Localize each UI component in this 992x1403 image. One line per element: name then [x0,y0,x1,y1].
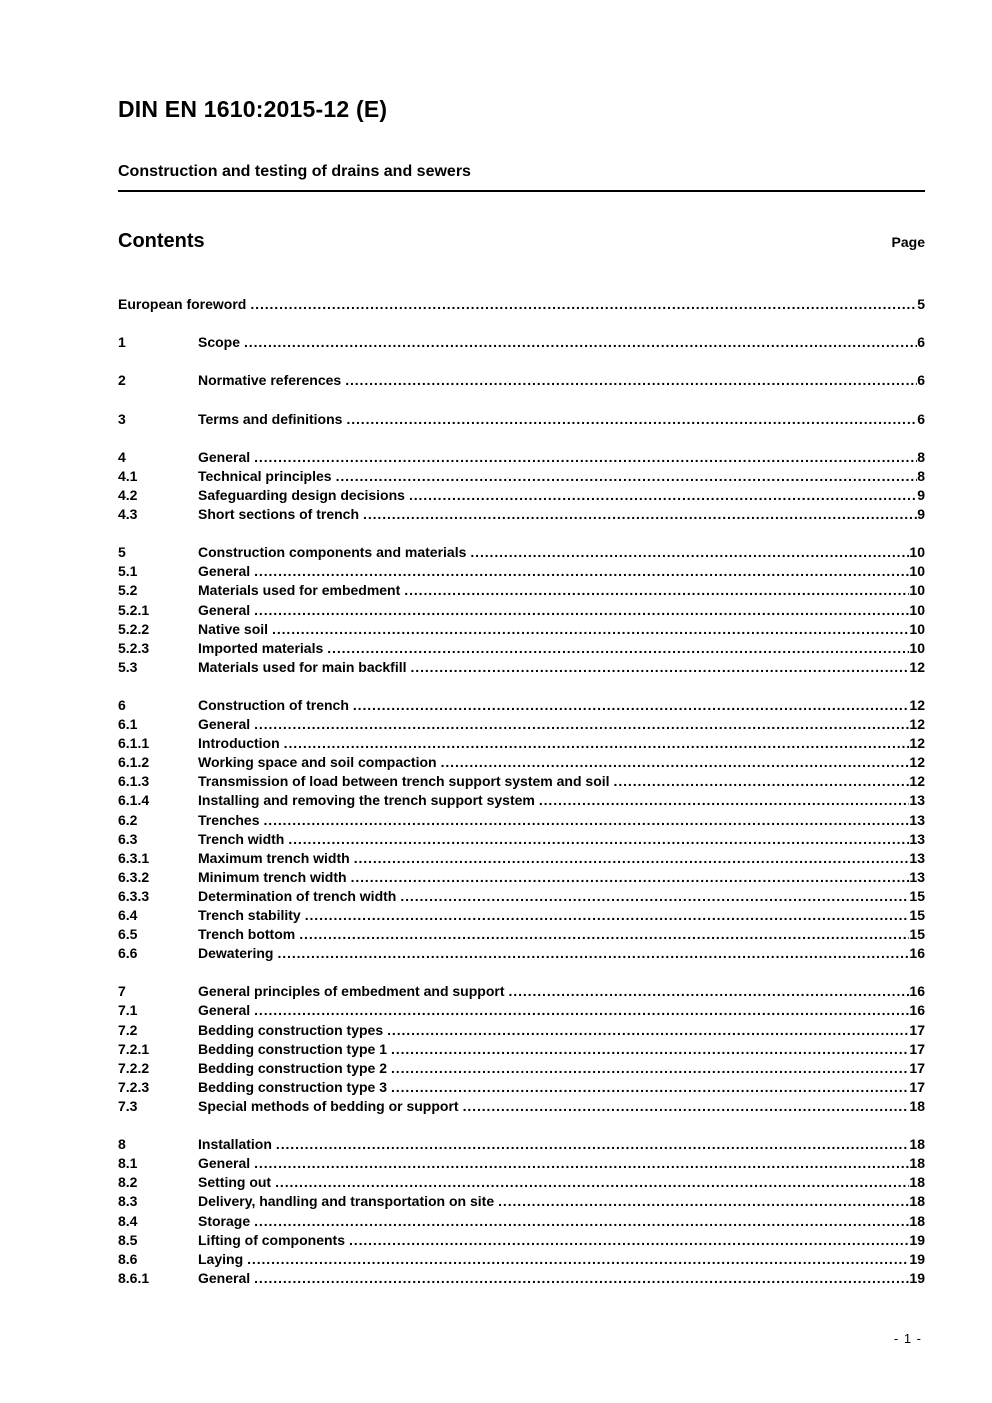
toc-entry-number: 8.3 [118,1193,138,1210]
dot-leader [240,333,917,352]
dot-leader [271,1173,909,1192]
toc-entry-title: Bedding construction types [198,1021,384,1038]
toc-entry [118,925,925,944]
toc-entry-number: 6.5 [118,926,138,943]
toc-entry-title: Transmission of load between trench support system and soil [198,773,610,790]
toc-entry-page: 15 [909,907,925,923]
toc-entry [118,1097,925,1116]
toc-entry-title: General [198,716,251,733]
toc-entry-page: 13 [909,849,925,866]
page-column-label: Page [891,234,925,250]
dot-leader [350,849,910,868]
toc-entry-number: 7.2.2 [118,1059,150,1076]
toc-entry-page: 17 [909,1059,925,1076]
toc-group [118,982,925,1116]
dot-leader [407,658,910,677]
toc-entry-title: Safeguarding design decisions [198,486,405,503]
toc-entry [118,1231,925,1250]
toc-entry-number: 7 [118,983,126,1000]
toc-entry [118,620,925,639]
toc-entry [118,811,925,830]
dot-leader [272,1135,910,1154]
toc-entry [118,906,925,925]
toc-entry-page: 8 [917,467,925,484]
dot-leader [332,467,918,486]
dot-leader [437,753,910,772]
toc-entry [118,581,925,600]
toc-entry [118,1021,925,1040]
toc-entry-title: Special methods of bedding or support [198,1097,459,1114]
toc-entry-title: Bedding construction type 3 [198,1078,388,1095]
toc-entry-page: 13 [909,811,925,828]
toc-entry-title: Scope [198,334,241,351]
toc-entry-title: European foreword [118,296,247,312]
toc-entry-page: 6 [917,410,925,427]
toc-entry [118,371,925,390]
toc-entry-page: 17 [909,1078,925,1095]
dot-leader [280,734,910,753]
toc-entry-title: General [198,563,251,580]
toc-entry-number: 5.1 [118,563,138,580]
table-of-contents [118,295,925,1288]
toc-entry-page: 16 [909,983,925,1000]
dot-leader [387,1040,909,1059]
toc-entry-title: Construction components and materials [198,544,467,561]
toc-entry-page: 12 [909,658,925,675]
toc-entry [118,505,925,524]
toc-entry-page: 12 [909,735,925,752]
toc-entry-title: Setting out [198,1174,272,1191]
dot-leader [535,791,910,810]
toc-entry [118,982,925,1001]
toc-entry-title: Bedding construction type 1 [198,1040,388,1057]
toc-entry [118,1250,925,1269]
toc-entry-page: 10 [909,582,925,599]
dot-leader [387,1059,909,1078]
toc-entry-page: 10 [909,601,925,618]
toc-entry [118,1212,925,1231]
toc-entry-page: 18 [909,1193,925,1210]
toc-entry [118,562,925,581]
toc-entry [118,887,925,906]
toc-entry-number: 5.2.2 [118,620,150,637]
dot-leader [341,371,917,390]
toc-group [118,543,925,677]
toc-entry-page: 16 [909,1002,925,1019]
dot-leader [459,1097,910,1116]
toc-entry-title: Storage [198,1212,251,1229]
toc-entry-title: Determination of trench width [198,887,397,904]
toc-entry-title: Delivery, handling and transportation on site [198,1193,495,1210]
toc-entry-number: 4.3 [118,506,138,523]
toc-entry-title: General principles of embedment and support [198,983,505,1000]
toc-entry-page: 10 [909,544,925,561]
toc-entry-number: 5.2.3 [118,639,150,656]
dot-leader [387,1078,909,1097]
dot-leader [250,1154,909,1173]
toc-entry [118,715,925,734]
toc-entry-number: 6.3.1 [118,849,150,866]
toc-entry [118,1001,925,1020]
toc-entry [118,1192,925,1211]
dot-leader [250,1269,909,1288]
toc-entry-title: Native soil [198,620,269,637]
toc-entry-title: Lifting of components [198,1231,345,1248]
dot-leader [246,295,917,314]
toc-entry-number: 5 [118,544,126,561]
toc-entry [118,1059,925,1078]
toc-entry-title: Materials used for embedment [198,582,401,599]
toc-entry [118,1269,925,1288]
toc-entry-title: Terms and definitions [198,410,343,427]
toc-entry-page: 13 [909,830,925,847]
toc-entry-title: Bedding construction type 2 [198,1059,388,1076]
toc-entry-title: Dewatering [198,945,274,962]
toc-entry-number: 2 [118,372,126,389]
dot-leader [243,1250,909,1269]
toc-entry [118,753,925,772]
toc-entry-title: Technical principles [198,467,332,484]
subtitle-rule [118,162,925,192]
toc-entry-number: 6.4 [118,907,138,923]
toc-entry [118,734,925,753]
toc-entry-number: 8.2 [118,1174,138,1191]
toc-entry-title: General [198,448,251,465]
toc-entry-number: 6.1.2 [118,754,150,771]
toc-entry [118,1040,925,1059]
toc-entry-title: Trench width [198,830,285,847]
dot-leader [259,811,909,830]
document-subtitle: Construction and testing of drains and sewers [118,163,471,180]
toc-entry-title: Imported materials [198,639,324,656]
toc-entry-number: 3 [118,410,126,427]
dot-leader [250,562,909,581]
toc-entry-page: 17 [909,1040,925,1057]
dot-leader [250,448,917,467]
toc-entry-page: 13 [909,868,925,885]
dot-leader [250,601,909,620]
toc-entry [118,467,925,486]
toc-entry-title: Working space and soil compaction [198,754,437,771]
dot-leader [250,1212,909,1231]
toc-entry [118,410,925,429]
toc-entry-page: 9 [917,506,925,523]
dot-leader [359,505,917,524]
toc-entry-title: Trenches [198,811,260,828]
dot-leader [349,696,910,715]
toc-entry-number: 7.2.3 [118,1078,150,1095]
page-number-footer: - 1 - [893,1331,922,1346]
toc-entry-title: Minimum trench width [198,868,347,885]
toc-entry [118,868,925,887]
toc-entry [118,1173,925,1192]
toc-entry-page: 15 [909,926,925,943]
toc-entry-title: Materials used for main backfill [198,658,407,675]
toc-entry-page: 19 [909,1250,925,1267]
dot-leader [268,620,909,639]
dot-leader [323,639,909,658]
toc-entry-page: 6 [917,334,925,351]
toc-entry-number: 6.3.3 [118,887,150,904]
toc-entry [118,1078,925,1097]
toc-entry-number: 7.2 [118,1021,138,1038]
toc-entry-number: 6 [118,696,126,713]
toc-entry-title: Laying [198,1250,244,1267]
toc-entry-title: General [198,1269,251,1286]
toc-entry-number: 5.2.1 [118,601,150,618]
toc-entry-number: 1 [118,334,126,351]
toc-entry-page: 10 [909,620,925,637]
toc-entry-page: 18 [909,1212,925,1229]
contents-header-row [118,230,925,253]
toc-entry [118,295,925,314]
toc-entry [118,696,925,715]
toc-entry-page: 18 [909,1097,925,1114]
toc-entry [118,658,925,677]
dot-leader [250,1001,909,1020]
toc-entry-page: 19 [909,1269,925,1286]
toc-entry-page: 12 [909,696,925,713]
toc-entry [118,1135,925,1154]
toc-entry-title: Installation [198,1136,272,1153]
dot-leader [610,772,910,791]
toc-entry-page: 10 [909,639,925,656]
toc-entry-page: 16 [909,945,925,962]
toc-entry-page: 10 [909,563,925,580]
toc-entry-page: 15 [909,887,925,904]
toc-entry [118,448,925,467]
toc-entry-page: 17 [909,1021,925,1038]
toc-entry-page: 12 [909,754,925,771]
toc-entry-page: 18 [909,1136,925,1153]
toc-entry-title: Introduction [198,735,280,752]
toc-entry-number: 8.6.1 [118,1269,150,1286]
toc-entry-number: 6.3.2 [118,868,150,885]
toc-entry-page: 18 [909,1155,925,1172]
toc-entry [118,543,925,562]
toc-group [118,410,925,429]
toc-entry [118,486,925,505]
contents-heading: Contents [118,230,205,252]
toc-entry-title: General [198,601,251,618]
toc-entry-page: 9 [917,486,925,503]
toc-entry-page: 8 [917,448,925,465]
toc-entry [118,333,925,352]
toc-entry-number: 5.3 [118,658,138,675]
toc-entry [118,944,925,963]
toc-entry [118,639,925,658]
toc-group [118,333,925,352]
toc-entry-title: Maximum trench width [198,849,350,866]
dot-leader [250,715,909,734]
toc-entry [118,1154,925,1173]
toc-entry-number: 4.2 [118,486,138,503]
toc-entry-title: Construction of trench [198,696,349,713]
toc-entry-number: 6.6 [118,945,138,962]
toc-entry-title: Short sections of trench [198,506,360,523]
dot-leader [273,944,909,963]
toc-entry [118,601,925,620]
dot-leader [405,486,917,505]
toc-entry-title: General [198,1002,251,1019]
toc-entry-title: General [198,1155,251,1172]
toc-entry-number: 5.2 [118,582,138,599]
toc-entry-page: 5 [917,296,925,312]
toc-group [118,448,925,524]
toc-entry-number: 4.1 [118,467,138,484]
toc-entry [118,849,925,868]
toc-entry-title: Installing and removing the trench support system [198,792,535,809]
dot-leader [301,906,910,925]
toc-entry-number: 7.1 [118,1002,138,1019]
dot-leader [400,581,909,600]
dot-leader [466,543,909,562]
toc-entry-page: 18 [909,1174,925,1191]
dot-leader [345,1231,909,1250]
dot-leader [342,410,917,429]
toc-entry-page: 13 [909,792,925,809]
toc-entry-number: 8 [118,1136,126,1153]
toc-entry [118,791,925,810]
dot-leader [284,830,909,849]
dot-leader [494,1192,909,1211]
toc-entry-number: 6.1.3 [118,773,150,790]
dot-leader [347,868,910,887]
toc-entry-title: Normative references [198,372,342,389]
dot-leader [383,1021,909,1040]
toc-entry-number: 8.4 [118,1212,138,1229]
toc-entry-number: 7.3 [118,1097,138,1114]
toc-entry-number: 7.2.1 [118,1040,150,1057]
toc-group [118,696,925,963]
toc-entry-number: 6.1.1 [118,735,150,752]
toc-entry-number: 6.3 [118,830,138,847]
toc-group [118,371,925,390]
toc-entry-page: 19 [909,1231,925,1248]
toc-group [118,1135,925,1288]
dot-leader [295,925,909,944]
toc-entry-number: 6.1.4 [118,792,150,809]
document-title: DIN EN 1610:2015-12 (E) [118,96,388,122]
toc-entry-page: 12 [909,773,925,790]
toc-entry-page: 6 [917,372,925,389]
toc-entry-number: 8.6 [118,1250,138,1267]
toc-entry [118,772,925,791]
toc-entry-number: 6.2 [118,811,138,828]
toc-entry-title: Trench bottom [198,926,296,943]
toc-entry-number: 8.1 [118,1155,138,1172]
toc-entry-page: 12 [909,716,925,733]
toc-group [118,295,925,314]
dot-leader [505,982,910,1001]
toc-entry-title: Trench stability [198,907,301,923]
toc-entry [118,830,925,849]
dot-leader [396,887,909,906]
toc-entry-number: 4 [118,448,126,465]
toc-entry-number: 6.1 [118,716,138,733]
toc-entry-number: 8.5 [118,1231,138,1248]
